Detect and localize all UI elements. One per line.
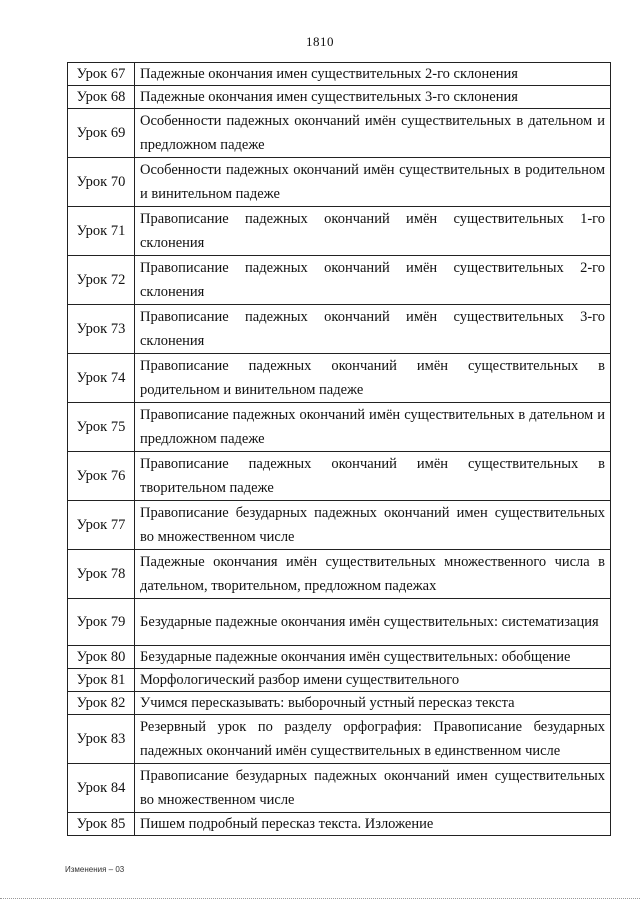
lesson-number-cell: Урок 68 bbox=[68, 86, 135, 109]
lesson-number-cell: Урок 71 bbox=[68, 207, 135, 256]
lesson-topic-cell: Падежные окончания имен существительных 2-го склонения bbox=[135, 63, 611, 86]
table-row bbox=[68, 599, 611, 646]
lesson-topic-cell: Резервный урок по разделу орфография: Правописание безударных падежных окончаний имён существительных в единственном числе bbox=[135, 715, 611, 764]
lesson-topic-cell: Учимся пересказывать: выборочный устный пересказ текста bbox=[135, 692, 611, 715]
lesson-number-cell: Урок 80 bbox=[68, 646, 135, 669]
lesson-topic-cell: Особенности падежных окончаний имён существительных в дательном и предложном падеже bbox=[135, 109, 611, 158]
lesson-number-cell: Урок 70 bbox=[68, 158, 135, 207]
lesson-topic-cell: Особенности падежных окончаний имён существительных в родительном и винительном падеже bbox=[135, 158, 611, 207]
table-row bbox=[68, 305, 611, 354]
lesson-topic-cell: Правописание падежных окончаний имён существительных 3-го склонения bbox=[135, 305, 611, 354]
lesson-topic-cell: Правописание падежных окончаний имён существительных 2-го склонения bbox=[135, 256, 611, 305]
scan-edge-divider bbox=[0, 898, 640, 904]
revision-footer: Изменения – 03 bbox=[65, 865, 125, 874]
lesson-number-cell: Урок 76 bbox=[68, 452, 135, 501]
lesson-number-cell: Урок 83 bbox=[68, 715, 135, 764]
table-row bbox=[68, 764, 611, 813]
table-row bbox=[68, 256, 611, 305]
table-row bbox=[68, 669, 611, 692]
lesson-number-cell: Урок 69 bbox=[68, 109, 135, 158]
lesson-number-cell: Урок 67 bbox=[68, 63, 135, 86]
lesson-number-cell: Урок 84 bbox=[68, 764, 135, 813]
lesson-table-body bbox=[68, 63, 611, 836]
table-row bbox=[68, 158, 611, 207]
table-row bbox=[68, 550, 611, 599]
lesson-topic-cell: Правописание падежных окончаний имён существительных в дательном и предложном падеже bbox=[135, 403, 611, 452]
table-row bbox=[68, 501, 611, 550]
lesson-number-cell: Урок 85 bbox=[68, 813, 135, 836]
table-row bbox=[68, 452, 611, 501]
page-number: 1810 bbox=[306, 34, 334, 49]
lesson-number-cell: Урок 74 bbox=[68, 354, 135, 403]
lesson-topic-cell: Падежные окончания имен существительных 3-го склонения bbox=[135, 86, 611, 109]
table-row bbox=[68, 403, 611, 452]
lesson-number-cell: Урок 81 bbox=[68, 669, 135, 692]
table-row bbox=[68, 86, 611, 109]
lesson-plan-table bbox=[67, 62, 611, 836]
lesson-number-cell: Урок 72 bbox=[68, 256, 135, 305]
lesson-topic-cell: Безударные падежные окончания имён существительных: обобщение bbox=[135, 646, 611, 669]
lesson-number-cell: Урок 79 bbox=[68, 599, 135, 646]
lesson-topic-cell: Правописание безударных падежных окончаний имен существительных во множественном числе bbox=[135, 501, 611, 550]
lesson-topic-cell: Правописание падежных окончаний имён существительных в творительном падеже bbox=[135, 452, 611, 501]
table-row bbox=[68, 715, 611, 764]
lesson-number-cell: Урок 82 bbox=[68, 692, 135, 715]
lesson-number-cell: Урок 75 bbox=[68, 403, 135, 452]
table-row bbox=[68, 354, 611, 403]
lesson-topic-cell: Морфологический разбор имени существительного bbox=[135, 669, 611, 692]
lesson-topic-cell: Правописание безударных падежных окончаний имен существительных во множественном числе bbox=[135, 764, 611, 813]
lesson-number-cell: Урок 78 bbox=[68, 550, 135, 599]
lesson-number-cell: Урок 73 bbox=[68, 305, 135, 354]
table-row bbox=[68, 646, 611, 669]
table-row bbox=[68, 63, 611, 86]
table-row bbox=[68, 813, 611, 836]
lesson-topic-cell: Падежные окончания имён существительных множественного числа в дательном, творительном, предложном падежах bbox=[135, 550, 611, 599]
table-row bbox=[68, 109, 611, 158]
table-row bbox=[68, 692, 611, 715]
table-row bbox=[68, 207, 611, 256]
lesson-topic-cell: Безударные падежные окончания имён существительных: систематизация bbox=[135, 599, 611, 646]
lesson-number-cell: Урок 77 bbox=[68, 501, 135, 550]
lesson-topic-cell: Пишем подробный пересказ текста. Изложение bbox=[135, 813, 611, 836]
lesson-topic-cell: Правописание падежных окончаний имён существительных 1-го склонения bbox=[135, 207, 611, 256]
lesson-topic-cell: Правописание падежных окончаний имён существительных в родительном и винительном падеже bbox=[135, 354, 611, 403]
